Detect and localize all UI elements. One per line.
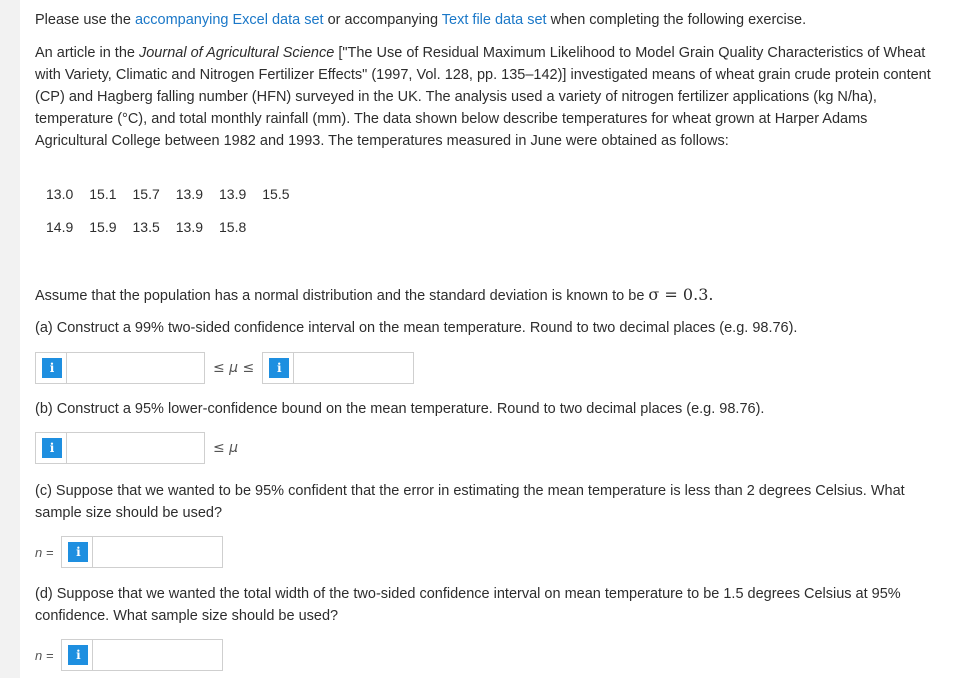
data-row-1 <box>46 186 306 202</box>
part-a-upper-box <box>262 352 414 384</box>
part-c-answer-row <box>35 536 223 568</box>
intro-suffix: when completing the following exercise. <box>546 12 807 28</box>
info-i-icon[interactable]: i <box>42 358 62 378</box>
mu-inequality: ≤ μ <box>213 440 239 456</box>
n-label: n = <box>35 544 54 560</box>
data-value: 13.9 <box>219 186 247 202</box>
journal-name: Journal of Agricultural Science <box>138 45 335 61</box>
data-value: 13.5 <box>132 219 160 235</box>
part-d-input[interactable] <box>92 640 218 670</box>
part-a-upper-input[interactable] <box>293 353 409 383</box>
part-d-answer-row <box>35 639 223 671</box>
excel-data-link[interactable]: accompanying Excel data set <box>134 12 324 28</box>
info-i-icon[interactable]: i <box>42 438 62 458</box>
intro-text <box>35 9 806 31</box>
intro-prefix: Please use the <box>35 12 135 28</box>
data-value: 15.5 <box>262 186 290 202</box>
n-label: n = <box>35 647 54 663</box>
left-margin-bar <box>0 0 20 678</box>
assumption-text <box>35 284 713 307</box>
intro-middle: or accompanying <box>323 12 442 28</box>
article-body: ["The Use of Residual Maximum Likelihood to Model Grain Quality Characteristics of Wheat with Variety, Climatic and Nitrogen Fertilizer Effects" (1997, Vol. 128, pp. 135–142)] investigated means of wheat grain crude protein content (CP) and Hagberg falling number (HFN) surveyed in the UK. The analysis used a variety of nitrogen fertilizer applications (kg N/ha), temperature (°C), and total monthly rainfall (mm). The data shown below describe temperatures for wheat grown at Harper Adams Agricultural College between 1982 and 1993. The temperatures measured in June were obtained as follows: <box>35 45 931 149</box>
part-c-box <box>61 536 223 568</box>
text-file-link[interactable]: Text file data set <box>441 12 547 28</box>
part-b-question: (b) Construct a 95% lower-confidence bound on the mean temperature. Round to two decimal places (e.g. 98.76). <box>35 401 765 417</box>
data-value: 15.1 <box>89 186 117 202</box>
sigma-value: σ = 0.3. <box>648 285 714 304</box>
info-i-icon[interactable]: i <box>269 358 289 378</box>
part-a-lower-input[interactable] <box>66 353 200 383</box>
part-a-answer-row <box>35 352 414 384</box>
part-d-question: (d) Suppose that we wanted the total width of the two-sided confidence interval on mean temperature to be 1.5 degrees Celsius at 95% confidence. What sample size should be used? <box>35 586 901 624</box>
info-i-icon[interactable]: i <box>68 645 88 665</box>
data-value: 14.9 <box>46 219 74 235</box>
data-value: 15.9 <box>89 219 117 235</box>
data-value: 13.9 <box>175 186 203 202</box>
part-b-box <box>35 432 205 464</box>
part-c-question: (c) Suppose that we wanted to be 95% confident that the error in estimating the mean temperature is less than 2 degrees Celsius. What sample size should be used? <box>35 483 905 521</box>
part-d-box <box>61 639 223 671</box>
data-value: 15.7 <box>132 186 160 202</box>
info-i-icon[interactable]: i <box>68 542 88 562</box>
article-prefix: An article in the <box>35 45 139 61</box>
part-c-input[interactable] <box>92 537 218 567</box>
part-a-lower-box <box>35 352 205 384</box>
assumption-body: Assume that the population has a normal distribution and the standard deviation is known to be <box>35 288 649 304</box>
data-value: 13.9 <box>175 219 203 235</box>
part-b-answer-row <box>35 432 246 464</box>
data-row-2 <box>46 219 262 235</box>
part-a-question: (a) Construct a 99% two-sided confidence interval on the mean temperature. Round to two decimal places (e.g. 98.76). <box>35 320 798 336</box>
data-value: 13.0 <box>46 186 74 202</box>
data-value: 15.8 <box>219 219 247 235</box>
mu-inequality: ≤ μ ≤ <box>213 360 255 376</box>
part-b-input[interactable] <box>66 433 200 463</box>
article-description <box>35 42 940 152</box>
